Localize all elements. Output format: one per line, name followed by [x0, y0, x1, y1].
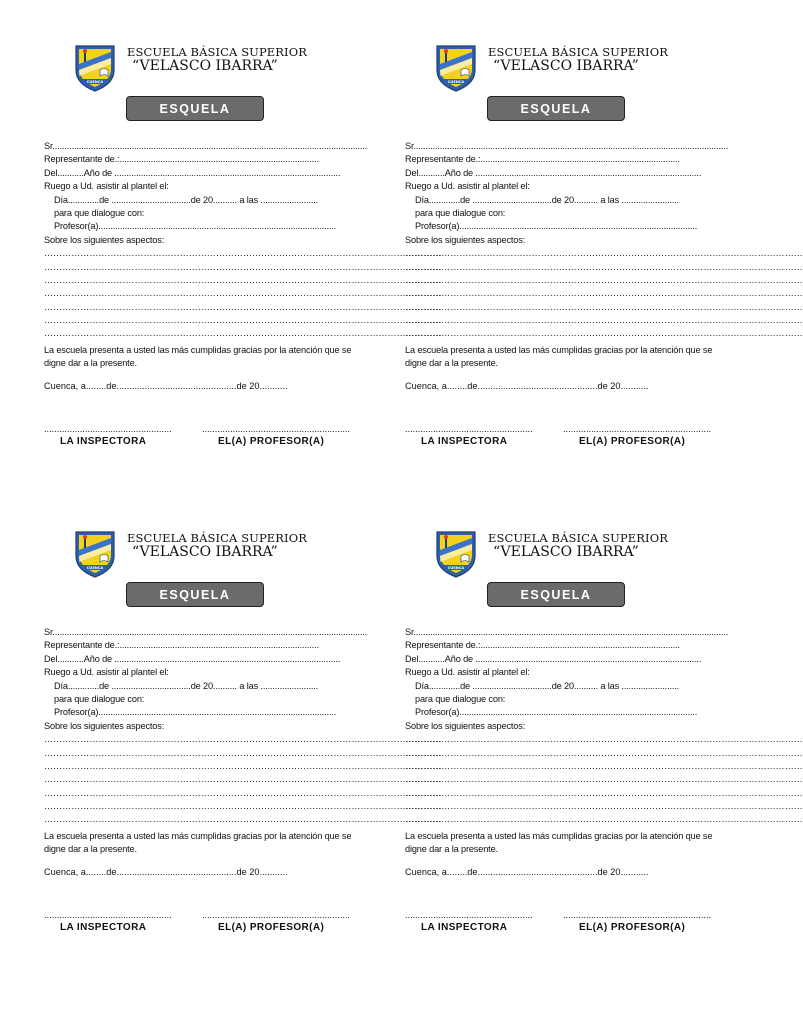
signature-line-profesor[interactable]: ..........................................................: [563, 910, 712, 920]
ruego-label: Ruego a Ud. asistir al plantel el:: [405, 181, 530, 192]
ruego-label: Ruego a Ud. asistir al plantel el:: [44, 181, 169, 192]
esquela-card: [405, 530, 803, 950]
field-representante[interactable]: Representante de.:...................................................................................: [44, 640, 319, 651]
esquela-card: [44, 44, 442, 464]
field-dia[interactable]: Día.............de .................................de 20.......... a las ........................: [54, 194, 319, 205]
profesor-signature-label: EL(A) PROFESOR(A): [579, 436, 686, 447]
field-sr[interactable]: Sr...................................................................................................................................: [405, 141, 729, 151]
aspect-line[interactable]: ……………………………………………………………………………………………………………………: [44, 328, 442, 339]
esquela-card: [44, 530, 442, 950]
aspect-line[interactable]: ……………………………………………………………………………………………………………………: [405, 774, 803, 785]
signature-line-profesor[interactable]: ..........................................................: [202, 424, 351, 434]
aspect-line[interactable]: ……………………………………………………………………………………………………………………: [405, 734, 803, 745]
school-shield-logo-icon: [74, 530, 116, 578]
aspect-line[interactable]: ……………………………………………………………………………………………………………………: [44, 274, 442, 285]
aspect-line[interactable]: ……………………………………………………………………………………………………………………: [405, 747, 803, 758]
school-name: ESCUELA BÁSICA SUPERIOR: [488, 45, 668, 59]
school-shield-logo-icon: [435, 44, 477, 92]
aspect-line[interactable]: ……………………………………………………………………………………………………………………: [44, 787, 442, 798]
aspect-line[interactable]: ……………………………………………………………………………………………………………………: [405, 261, 803, 272]
school-quote-name: “VELASCO IBARRA”: [132, 544, 278, 560]
logo-caption: CUENCA: [447, 80, 465, 84]
aspect-line[interactable]: ……………………………………………………………………………………………………………………: [405, 274, 803, 285]
field-cuenca-date[interactable]: Cuenca, a........de...............................................de 20...........: [44, 867, 288, 877]
school-shield-logo-icon: [74, 44, 116, 92]
esquela-form: [44, 626, 442, 827]
field-representante[interactable]: Representante de.:...................................................................................: [405, 640, 680, 651]
aspect-line[interactable]: ……………………………………………………………………………………………………………………: [405, 760, 803, 771]
school-name: ESCUELA BÁSICA SUPERIOR: [488, 531, 668, 545]
signature-line-profesor[interactable]: ..........................................................: [563, 424, 712, 434]
field-representante[interactable]: Representante de.:...................................................................................: [405, 154, 680, 165]
para-que-label: para que dialogue con:: [415, 693, 506, 704]
closing-text: La escuela presenta a usted las más cumplidas gracias por la atención que se digne dar a la presente.: [44, 831, 352, 855]
esquela-title-badge: ESQUELA: [126, 582, 264, 607]
inspectora-label: LA INSPECTORA: [60, 436, 147, 447]
sobre-label: Sobre los siguientes aspectos:: [405, 234, 526, 245]
aspect-line[interactable]: ……………………………………………………………………………………………………………………: [405, 288, 803, 299]
esquela-form: [405, 626, 803, 827]
profesor-signature-label: EL(A) PROFESOR(A): [579, 922, 686, 933]
field-dia[interactable]: Día.............de .................................de 20.......... a las ........................: [415, 680, 680, 691]
field-sr[interactable]: Sr...................................................................................................................................: [405, 627, 729, 637]
field-representante[interactable]: Representante de.:...................................................................................: [44, 154, 319, 165]
field-del-anio[interactable]: Del...........Año de ..............................................................................................: [405, 167, 702, 178]
field-del-anio[interactable]: Del...........Año de ..............................................................................................: [44, 167, 341, 178]
esquela-form: [44, 140, 442, 341]
field-profesor[interactable]: Profesor(a)...................................................................................................: [54, 221, 337, 232]
aspect-line[interactable]: ……………………………………………………………………………………………………………………: [44, 760, 442, 771]
field-profesor[interactable]: Profesor(a)...................................................................................................: [54, 707, 337, 718]
sobre-label: Sobre los siguientes aspectos:: [44, 234, 165, 245]
signature-line-profesor[interactable]: ..........................................................: [202, 910, 351, 920]
aspect-line[interactable]: ……………………………………………………………………………………………………………………: [405, 315, 803, 326]
signature-line-inspectora[interactable]: ..................................................: [405, 910, 533, 920]
aspect-line[interactable]: ……………………………………………………………………………………………………………………: [44, 747, 442, 758]
closing-text: La escuela presenta a usted las más cumplidas gracias por la atención que se digne dar a la presente.: [405, 345, 713, 369]
aspect-line[interactable]: ……………………………………………………………………………………………………………………: [405, 248, 803, 259]
field-dia[interactable]: Día.............de .................................de 20.......... a las ........................: [415, 194, 680, 205]
aspect-line[interactable]: ……………………………………………………………………………………………………………………: [405, 801, 803, 812]
aspect-line[interactable]: ……………………………………………………………………………………………………………………: [44, 261, 442, 272]
esquela-form: [405, 140, 803, 341]
field-del-anio[interactable]: Del...........Año de ..............................................................................................: [44, 653, 341, 664]
profesor-signature-label: EL(A) PROFESOR(A): [218, 922, 325, 933]
inspectora-label: LA INSPECTORA: [60, 922, 147, 933]
esquela-title-badge: ESQUELA: [126, 96, 264, 121]
school-quote-name: “VELASCO IBARRA”: [493, 544, 639, 560]
para-que-label: para que dialogue con:: [54, 693, 145, 704]
para-que-label: para que dialogue con:: [415, 207, 506, 218]
school-name: ESCUELA BÁSICA SUPERIOR: [127, 531, 307, 545]
aspect-line[interactable]: ……………………………………………………………………………………………………………………: [44, 801, 442, 812]
field-profesor[interactable]: Profesor(a)...................................................................................................: [415, 707, 698, 718]
signature-line-inspectora[interactable]: ..................................................: [44, 424, 172, 434]
aspect-line[interactable]: ……………………………………………………………………………………………………………………: [44, 814, 442, 825]
closing-text: La escuela presenta a usted las más cumplidas gracias por la atención que se digne dar a la presente.: [44, 345, 352, 369]
inspectora-label: LA INSPECTORA: [421, 922, 508, 933]
closing-text: La escuela presenta a usted las más cumplidas gracias por la atención que se digne dar a la presente.: [405, 831, 713, 855]
aspect-line[interactable]: ……………………………………………………………………………………………………………………: [405, 328, 803, 339]
field-sr[interactable]: Sr...................................................................................................................................: [44, 141, 368, 151]
aspect-line[interactable]: ……………………………………………………………………………………………………………………: [44, 301, 442, 312]
aspect-line[interactable]: ……………………………………………………………………………………………………………………: [405, 814, 803, 825]
profesor-signature-label: EL(A) PROFESOR(A): [218, 436, 325, 447]
ruego-label: Ruego a Ud. asistir al plantel el:: [44, 667, 169, 678]
aspect-line[interactable]: ……………………………………………………………………………………………………………………: [405, 301, 803, 312]
school-shield-logo-icon: [435, 530, 477, 578]
sobre-label: Sobre los siguientes aspectos:: [44, 720, 165, 731]
signature-line-inspectora[interactable]: ..................................................: [44, 910, 172, 920]
logo-caption: CUENCA: [447, 566, 465, 570]
aspect-line[interactable]: ……………………………………………………………………………………………………………………: [44, 248, 442, 259]
field-dia[interactable]: Día.............de .................................de 20.......... a las ........................: [54, 680, 319, 691]
esquela-title-badge: ESQUELA: [487, 96, 625, 121]
field-sr[interactable]: Sr...................................................................................................................................: [44, 627, 368, 637]
aspect-line[interactable]: ……………………………………………………………………………………………………………………: [44, 315, 442, 326]
esquela-title-badge: ESQUELA: [487, 582, 625, 607]
field-del-anio[interactable]: Del...........Año de ..............................................................................................: [405, 653, 702, 664]
aspect-line[interactable]: ……………………………………………………………………………………………………………………: [405, 787, 803, 798]
aspect-line[interactable]: ……………………………………………………………………………………………………………………: [44, 774, 442, 785]
ruego-label: Ruego a Ud. asistir al plantel el:: [405, 667, 530, 678]
esquela-card: [405, 44, 803, 464]
aspect-line[interactable]: ……………………………………………………………………………………………………………………: [44, 734, 442, 745]
aspect-line[interactable]: ……………………………………………………………………………………………………………………: [44, 288, 442, 299]
sobre-label: Sobre los siguientes aspectos:: [405, 720, 526, 731]
para-que-label: para que dialogue con:: [54, 207, 145, 218]
field-cuenca-date[interactable]: Cuenca, a........de...............................................de 20...........: [405, 381, 649, 391]
school-quote-name: “VELASCO IBARRA”: [132, 58, 278, 74]
school-quote-name: “VELASCO IBARRA”: [493, 58, 639, 74]
field-profesor[interactable]: Profesor(a)...................................................................................................: [415, 221, 698, 232]
school-name: ESCUELA BÁSICA SUPERIOR: [127, 45, 307, 59]
inspectora-label: LA INSPECTORA: [421, 436, 508, 447]
logo-caption: CUENCA: [86, 80, 104, 84]
field-cuenca-date[interactable]: Cuenca, a........de...............................................de 20...........: [405, 867, 649, 877]
logo-caption: CUENCA: [86, 566, 104, 570]
field-cuenca-date[interactable]: Cuenca, a........de...............................................de 20...........: [44, 381, 288, 391]
signature-line-inspectora[interactable]: ..................................................: [405, 424, 533, 434]
